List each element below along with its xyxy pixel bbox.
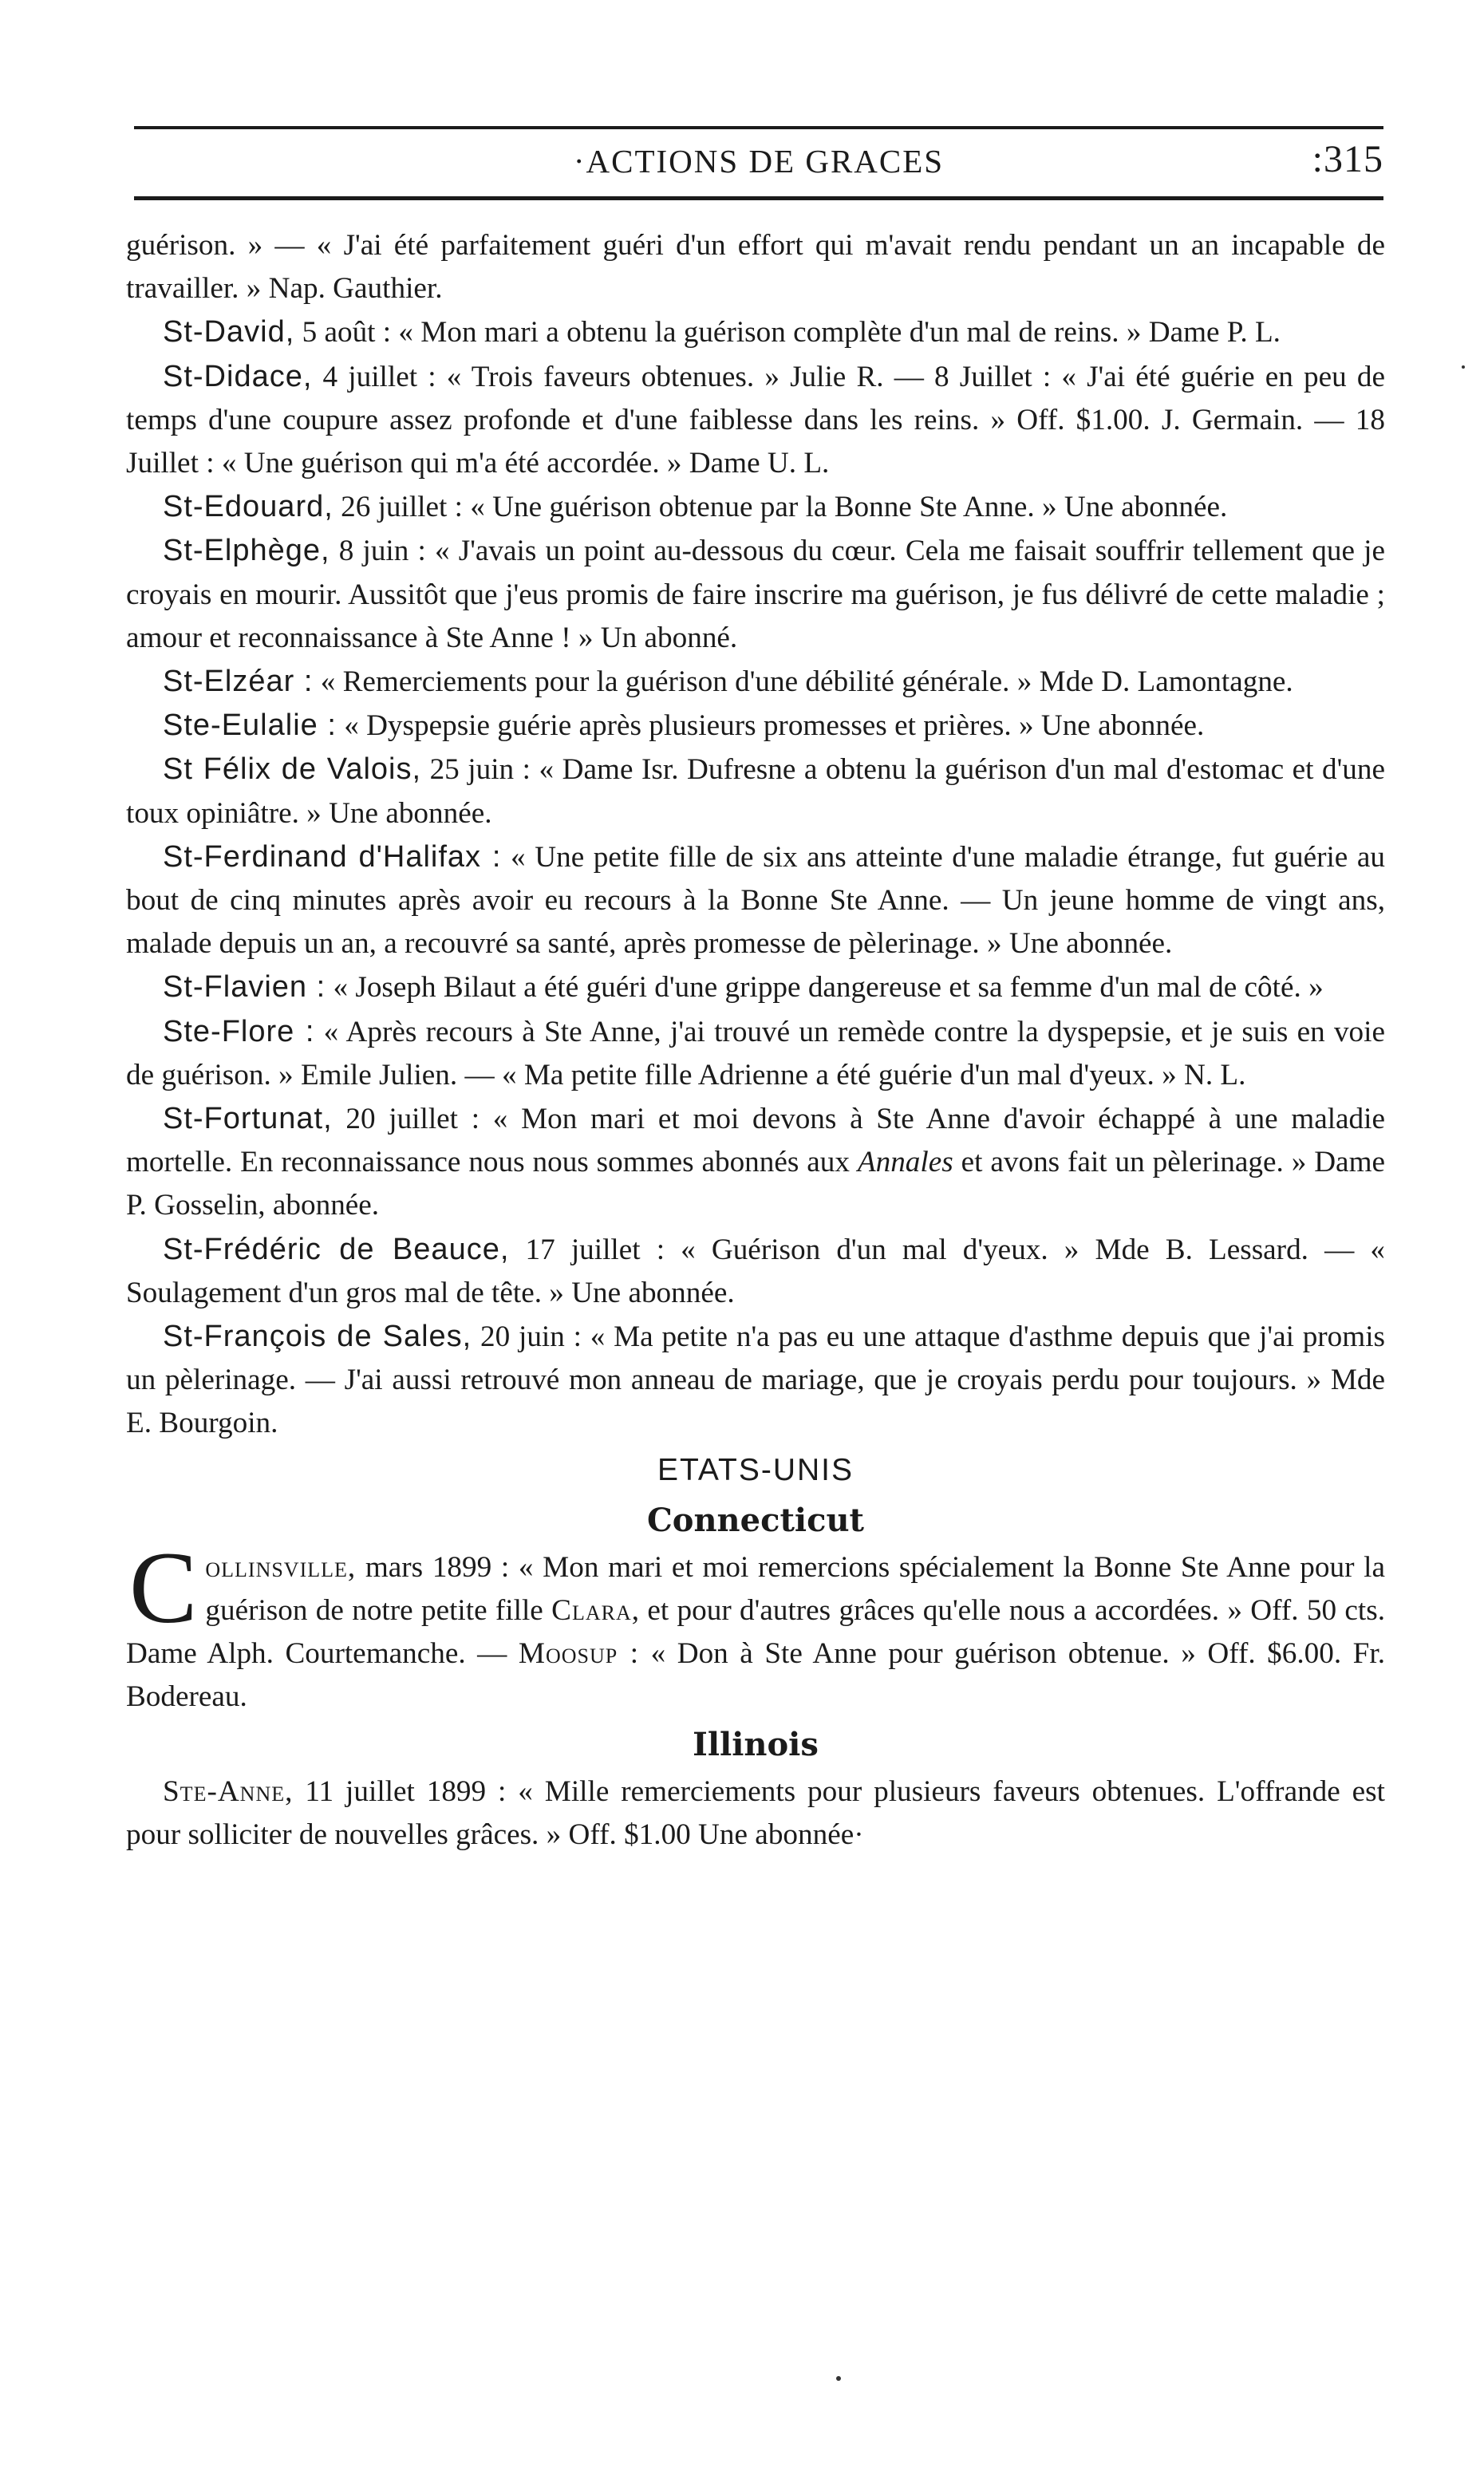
header-top-rule [134,126,1383,129]
place-name: Ste-Anne, [163,1774,294,1808]
entry-ste-anne [126,1770,1385,1857]
place-name: St Félix de Valois, [163,752,422,787]
entry-text-after: et avons fait un pèlerinage. » Dame P. Gosselin, abonnée. [126,1146,1385,1222]
entry-st-david [126,310,1385,354]
running-title: ·ACTIONS DE GRACES [573,143,945,180]
place-name: St-Elzéar : [163,665,314,699]
entry-st-fortunat [126,1097,1385,1228]
body-text [126,224,1385,1857]
place-name: St-Fortunat, [163,1102,333,1136]
place-name: St-Flavien : [163,970,326,1005]
entry-text: « Joseph Bilaut a été guéri d'une grippe dangereuse et sa femme d'un mal de côté. » [326,971,1324,1005]
entry-italic-title: Annales [857,1146,953,1179]
entry-st-ferdinand-dhalifax [126,835,1385,966]
place-name: Moosup : [518,1637,640,1671]
entry-text: 8 juin : « J'avais un point au-dessous du cœur. Cela me faisait souffrir tellement que je croyais en mourir. Aussitôt que j'eus promis de faire inscrire ma guérison, je fus délivré de cette maladie ; amour et reconnaissance à Ste Anne ! » Un abonné. [126,535,1385,654]
entry-st-didace [126,355,1385,486]
entry-text: 20 juin : « Ma petite n'a pas eu une attaque d'asthme depuis que j'ai promis un pèlerinage. — J'ai aussi retrouvé mon anneau de mariage, que je croyais perdu pour toujours. » Mde E. Bourgoin. [126,1320,1385,1440]
entry-text: guérison. » — « J'ai été parfaitement guéri d'un effort qui m'avait rendu pendant un an incapable de travailler. » Nap. Gauthier. [126,229,1385,306]
entry-text: 11 juillet 1899 : « Mille remerciements pour plusieurs faveurs obtenues. L'offrande est pour solliciter de nouvelles grâces. » Off. $1.00 Une abonnée· [126,1774,1385,1851]
header-bottom-rule [134,196,1383,200]
place-name: ollinsville, [205,1550,357,1584]
entry-text: 17 juillet : « Guérison d'un mal d'yeux. » Mde B. Lessard. — « Soulagement d'un gros mal de tête. » Une abonnée. [126,1233,1385,1309]
place-name: St-Didace, [163,359,313,393]
entry-st-francois-de-sales [126,1315,1385,1446]
place-name: St-François de Sales, [163,1320,472,1354]
place-name: Ste-Flore : [163,1014,315,1048]
drop-cap: C [129,1530,198,1644]
state-heading-connecticut: Connecticut [646,1501,865,1539]
entry-text: 25 juin : « Dame Isr. Dufresne a obtenu la guérison d'un mal d'estomac et d'une toux opiniâtre. » Une abonnée. [126,753,1385,830]
running-header [134,126,1383,204]
page-number: :315 [1312,138,1383,180]
entry-text: « Dyspepsie guérie après plusieurs promesses et prières. » Une abonnée. [336,709,1205,743]
place-name: St-Frédéric de Beauce, [163,1232,510,1266]
entry-ste-eulalie [126,704,1385,748]
place-name: St-Ferdinand d'Halifax : [163,839,502,874]
entry-text: « Remerciements pour la guérison d'une débilité générale. » Mde D. Lamontagne. [313,665,1293,699]
entry-st-edouard [126,485,1385,529]
entry-st-flavien [126,965,1385,1009]
state-heading-illinois: Illinois [693,1725,819,1763]
entry-collinsville [126,1530,1385,1719]
entry-st-elphege [126,529,1385,660]
entry-text: « Une petite fille de six ans atteinte d'une maladie étrange, fut guérie au bout de cinq minutes après avoir eu recours à la Bonne Ste Anne. — Un jeune homme de vingt ans, malade depuis un an, a recouvré sa santé, après promesse de pèlerinage. » Une abonnée. [126,840,1385,961]
entry-st-elzear [126,660,1385,704]
entry-text: , et pour d'autres grâces qu'elle nous a accordées. » Off. 50 cts. Dame Alph. Courtemanche. — [126,1593,1385,1671]
place-name: Ste-Eulalie : [163,709,337,743]
entry-text: 20 juillet : « Mon mari et moi devons à Ste Anne d'avoir échappé à une maladie mortelle. En reconnaissance nous nous sommes abonnés aux [126,1103,1385,1179]
entry-ste-flore [126,1010,1385,1097]
place-name: St-David, [163,315,295,349]
person-name: Clara [551,1593,632,1627]
entry-text: « Après recours à Ste Anne, j'ai trouvé un remède contre la dyspepsie, et je suis en voie de guérison. » Emile Julien. — « Ma petite fille Adrienne a été guérie d'un mal d'yeux. » N. L. [126,1015,1385,1091]
print-speck [836,2376,841,2381]
place-name: St-Edouard, [163,490,334,524]
print-speck [1462,365,1465,369]
entry-text: 4 juillet : « Trois faveurs obtenues. » Julie R. — 8 Juillet : « J'ai été guérie en peu de temps d'une coupure assez profonde et d'une faiblesse dans les reins. » Off. $1.00. J. Germain. — 18 Juillet : « Une guérison qui m'a été accordée. » Dame U. L. [126,360,1385,480]
place-name: St-Elphège, [163,534,330,568]
entry-text: mars 1899 : « Mon mari et moi remercions spécialement la Bonne Ste Anne pour la guérison de notre petite fille [205,1550,1385,1627]
entry-st-frederic-de-beauce [126,1228,1385,1315]
entry-st-felix-de-valois [126,748,1385,835]
entry-text: 26 juillet : « Une guérison obtenue par la Bonne Ste Anne. » Une abonnée. [333,491,1228,524]
entry-text: 5 août : « Mon mari a obtenu la guérison complète d'un mal de reins. » Dame P. L. [294,316,1281,349]
section-heading-etats-unis: ETATS-UNIS [657,1452,854,1487]
entry-text: « Don à Ste Anne pour guérison obtenue. » Off. $6.00. Fr. Bodereau. [126,1637,1385,1714]
entry-continuation [126,224,1385,310]
